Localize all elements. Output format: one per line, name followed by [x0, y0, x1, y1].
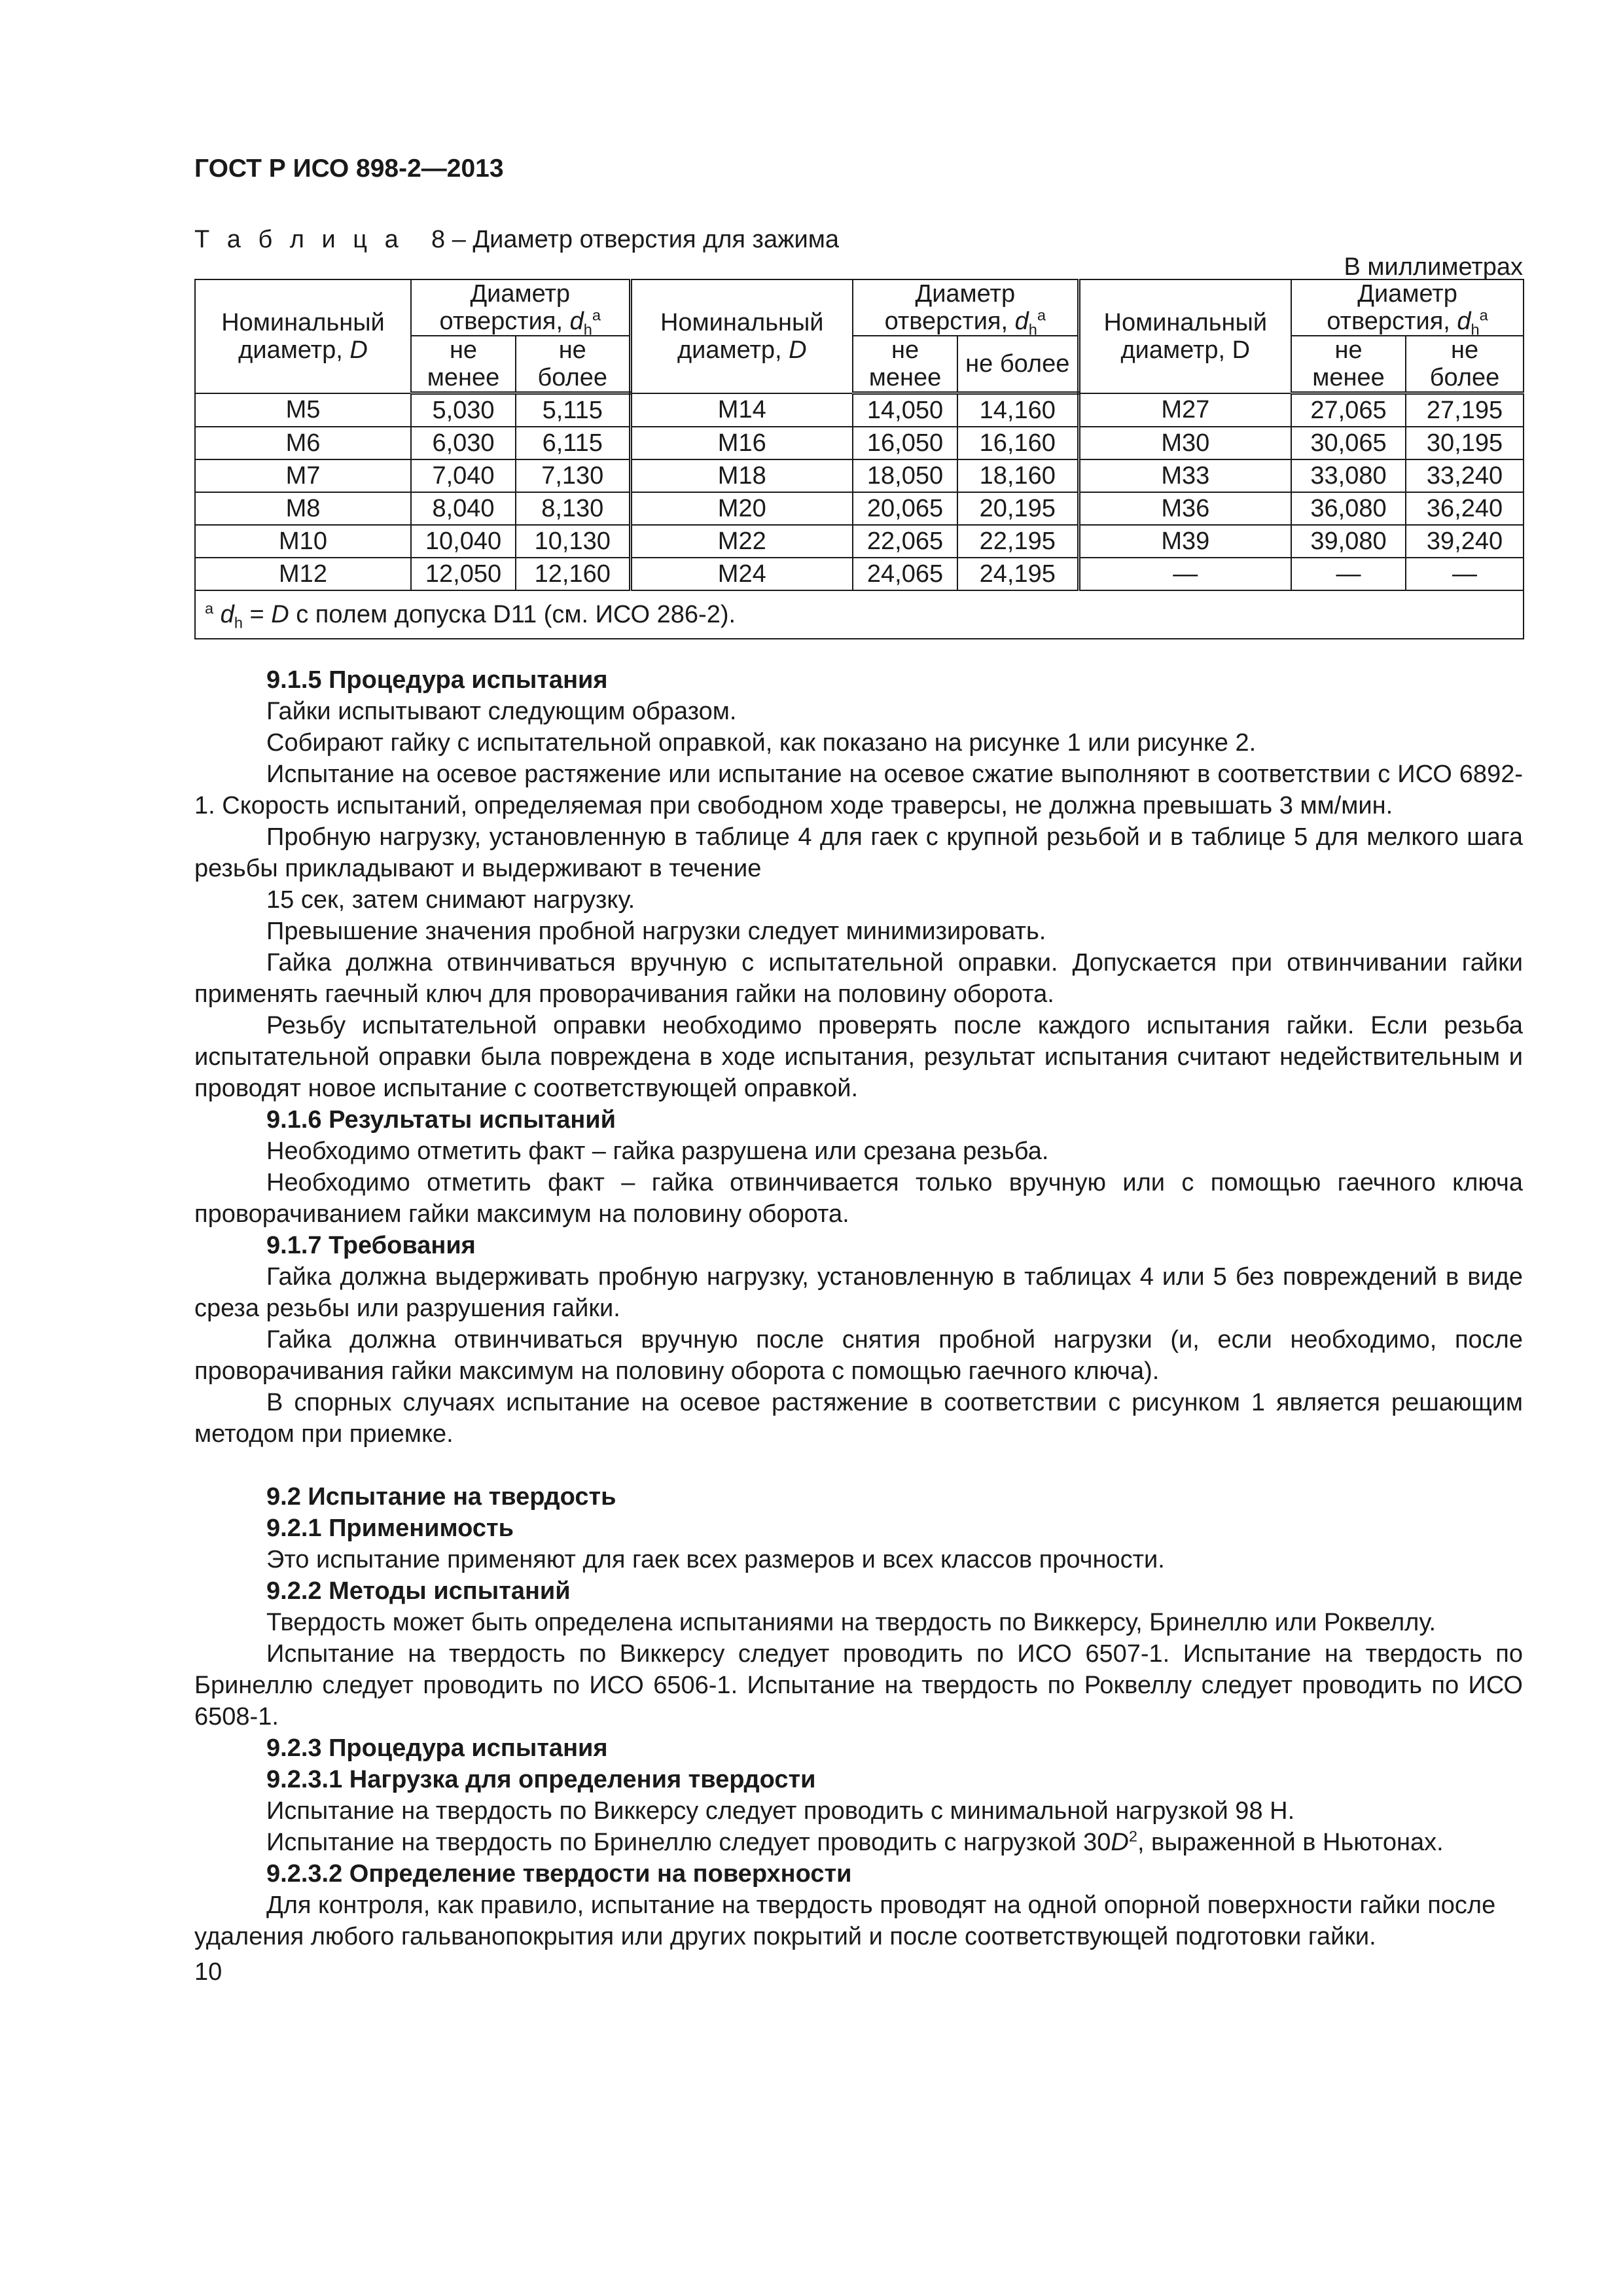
table-cell: 33,240 [1406, 459, 1524, 492]
table-cell: 39,080 [1291, 525, 1406, 558]
table-caption-number: 8 [431, 226, 446, 253]
section-9-2-title: 9.2 Испытание на твердость [266, 1483, 616, 1511]
header-min-2: не менее [853, 336, 957, 393]
table-cell: 7,040 [411, 459, 516, 492]
section-9-1-5-title: 9.1.5 Процедура испытания [266, 666, 608, 694]
section-9-1-7-title: 9.1.7 Требования [266, 1232, 476, 1259]
section-9-2-2-title: 9.2.2 Методы испытаний [266, 1577, 571, 1605]
table-cell: M12 [195, 558, 411, 590]
page-number: 10 [194, 1958, 223, 1986]
table-cell: 8,130 [516, 492, 630, 525]
section-9-2-3-2-para-1: Для контроля, как правило, испытание на твердость проводят на одной опорной поверхности гайки после удаления любого гальванопокрытия или других покрытий и после соответствующей подготовки гайки. [194, 1892, 1496, 1950]
table-cell: 6,030 [411, 427, 516, 459]
table-caption-label: Т а б л и ц а [194, 226, 404, 253]
table-cell: 33,080 [1291, 459, 1406, 492]
table-row [195, 427, 1524, 459]
table-cell: M20 [630, 492, 853, 525]
section-9-1-5-para-6: Превышение значения пробной нагрузки следует минимизировать. [266, 918, 1046, 945]
table-cell: M24 [630, 558, 853, 590]
table-cell: — [1406, 558, 1524, 590]
table-cell: M27 [1079, 393, 1291, 427]
section-9-1-5-para-4: Пробную нагрузку, установленную в таблице 4 для гаек с крупной резьбой и в таблице 5 для мелкого шага резьбы прикладывают и выдерживают в течение [194, 823, 1523, 882]
table-caption-text: – Диаметр отверстия для зажима [452, 226, 840, 253]
section-9-1-5-para-2: Собирают гайку с испытательной оправкой, как показано на рисунке 1 или рисунке 2. [266, 729, 1257, 757]
table-cell: 18,050 [853, 459, 957, 492]
section-9-1-7-para-3: В спорных случаях испытание на осевое растяжение в соответствии с рисунком 1 является решающим методом при приемке. [194, 1389, 1523, 1448]
table-cell: 5,115 [516, 393, 630, 427]
section-9-2-3-1-para-1: Испытание на твердость по Виккерсу следует проводить с минимальной нагрузкой 98 Н. [266, 1797, 1295, 1825]
table-cell: M6 [195, 427, 411, 459]
table-cell: — [1291, 558, 1406, 590]
section-9-2-3-2-title: 9.2.3.2 Определение твердости на поверхности [266, 1860, 852, 1888]
table-cell: 39,240 [1406, 525, 1524, 558]
header-min-3: не менее [1291, 336, 1406, 393]
hole-diameter-table [194, 279, 1524, 639]
table-cell: 22,195 [957, 525, 1079, 558]
table-cell: 16,050 [853, 427, 957, 459]
section-9-2-2-para-2: Испытание на твердость по Виккерсу следует проводить по ИСО 6507-1. Испытание на твердость по Бринеллю следует проводить по ИСО 6506-1. Испытание на твердость по Роквеллу следует проводить по ИСО 6508-1. [194, 1640, 1523, 1731]
section-9-1-6-para-1: Необходимо отметить факт – гайка разрушена или срезана резьба. [266, 1138, 1049, 1165]
section-9-1-5-para-8: Резьбу испытательной оправки необходимо проверять после каждого испытания гайки. Если резьба испытательной оправки была повреждена в ходе испытания, результат испытания считают недействительным и проводят новое испытание с соответствующей оправкой. [194, 1012, 1523, 1102]
table-cell: 12,050 [411, 558, 516, 590]
table-cell: M39 [1079, 525, 1291, 558]
section-9-1-5-para-5: 15 сек, затем снимают нагрузку. [266, 886, 635, 914]
table-cell: M7 [195, 459, 411, 492]
table-cell: 36,080 [1291, 492, 1406, 525]
table-cell: 24,195 [957, 558, 1079, 590]
header-nominal-diameter-2: Номинальный диаметр, D [630, 279, 853, 393]
section-9-1-7-para-1: Гайка должна выдерживать пробную нагрузку, установленную в таблицах 4 или 5 без повреждений в виде среза резьбы или разрушения гайки. [194, 1263, 1523, 1322]
table-cell: 27,195 [1406, 393, 1524, 427]
section-9-2-1-para-1: Это испытание применяют для гаек всех размеров и всех классов прочности. [266, 1546, 1165, 1573]
table-cell: — [1079, 558, 1291, 590]
table-cell: 20,065 [853, 492, 957, 525]
section-9-1-6-para-2: Необходимо отметить факт – гайка отвинчивается только вручную или с помощью гаечного ключа проворачиванием гайки максимум на половину оборота. [194, 1169, 1523, 1228]
table-cell: M5 [195, 393, 411, 427]
section-9-1-5-para-1: Гайки испытывают следующим образом. [266, 698, 737, 725]
table-cell: M30 [1079, 427, 1291, 459]
section-9-2-1-title: 9.2.1 Применимость [266, 1515, 514, 1542]
table-cell: 16,160 [957, 427, 1079, 459]
table-cell: 22,065 [853, 525, 957, 558]
table-cell: 8,040 [411, 492, 516, 525]
header-max-2: не более [957, 336, 1079, 393]
table-body [195, 393, 1524, 591]
table-row [195, 558, 1524, 590]
table-cell: 7,130 [516, 459, 630, 492]
document-page [194, 153, 1523, 1988]
table-cell: M18 [630, 459, 853, 492]
table-cell: 10,130 [516, 525, 630, 558]
table-cell: 12,160 [516, 558, 630, 590]
section-gap [194, 1450, 1523, 1481]
table-caption [194, 224, 1523, 255]
header-max-3: не более [1406, 336, 1524, 393]
header-hole-diameter-2: Диаметр отверстия, $d_h^a$ [853, 279, 1079, 336]
section-9-1-5-para-7: Гайка должна отвинчиваться вручную с испытательной оправки. Допускается при отвинчивании гайки применять гаечный ключ для проворачивания гайки на половину оборота. [194, 949, 1523, 1008]
section-9-1-5-para-3: Испытание на осевое растяжение или испытание на осевое сжатие выполняют в соответствии с ИСО 6892-1. Скорость испытаний, определяемая при свободном ходе траверсы, не должна превышать 3 мм/мин. [194, 761, 1523, 819]
table-cell: M14 [630, 393, 853, 427]
section-9-2-2-para-1: Твердость может быть определена испытаниями на твердость по Виккерсу, Бринеллю или Роквеллу. [266, 1609, 1436, 1636]
table-row [195, 393, 1524, 427]
section-9-2-3-1-para-2: Испытание на твердость по Бринеллю следует проводить с нагрузкой $30D^2$, выраженной в Ньютонах. [266, 1827, 1444, 1856]
table-cell: M16 [630, 427, 853, 459]
table-cell: 20,195 [957, 492, 1079, 525]
table-cell: M33 [1079, 459, 1291, 492]
table-cell: 24,065 [853, 558, 957, 590]
table-row [195, 492, 1524, 525]
table-cell: M36 [1079, 492, 1291, 525]
table-cell: 30,195 [1406, 427, 1524, 459]
section-9-1-7-para-2: Гайка должна отвинчиваться вручную после снятия пробной нагрузки (и, если необходимо, после проворачивания гайки максимум на половину оборота с помощью гаечного ключа). [194, 1326, 1523, 1385]
table-cell: 27,065 [1291, 393, 1406, 427]
table-cell: 18,160 [957, 459, 1079, 492]
header-nominal-diameter-3: Номинальный диаметр, D [1079, 279, 1291, 393]
header-nominal-diameter-1: Номинальный диаметр, D [195, 279, 411, 393]
header-max-1: не более [516, 336, 630, 393]
table-cell: M8 [195, 492, 411, 525]
header-min-1: не менее [411, 336, 516, 393]
table-cell: M22 [630, 525, 853, 558]
table-cell: 14,160 [957, 393, 1079, 427]
table-units: В миллиметрах [1344, 253, 1523, 281]
table-cell: 36,240 [1406, 492, 1524, 525]
table-cell: 10,040 [411, 525, 516, 558]
section-9-2-3-1-title: 9.2.3.1 Нагрузка для определения твердости [266, 1766, 816, 1793]
section-9-2-3-title: 9.2.3 Процедура испытания [266, 1734, 608, 1762]
table-row [195, 525, 1524, 558]
section-9-1-6-title: 9.1.6 Результаты испытаний [266, 1106, 616, 1134]
header-hole-diameter-1: Диаметр отверстия, $d_h^a$ [411, 279, 630, 336]
table-row [195, 459, 1524, 492]
table-footnote: $^a$ $d_h = D$ с полем допуска D11 (см. ИСО 286-2). [195, 590, 1524, 639]
table-cell: 5,030 [411, 393, 516, 427]
table-cell: 30,065 [1291, 427, 1406, 459]
document-header: ГОСТ Р ИСО 898-2—2013 [194, 154, 504, 183]
header-hole-diameter-3: Диаметр отверстия, $d_h^a$ [1291, 279, 1524, 336]
table-cell: M10 [195, 525, 411, 558]
table-cell: 14,050 [853, 393, 957, 427]
table-cell: 6,115 [516, 427, 630, 459]
